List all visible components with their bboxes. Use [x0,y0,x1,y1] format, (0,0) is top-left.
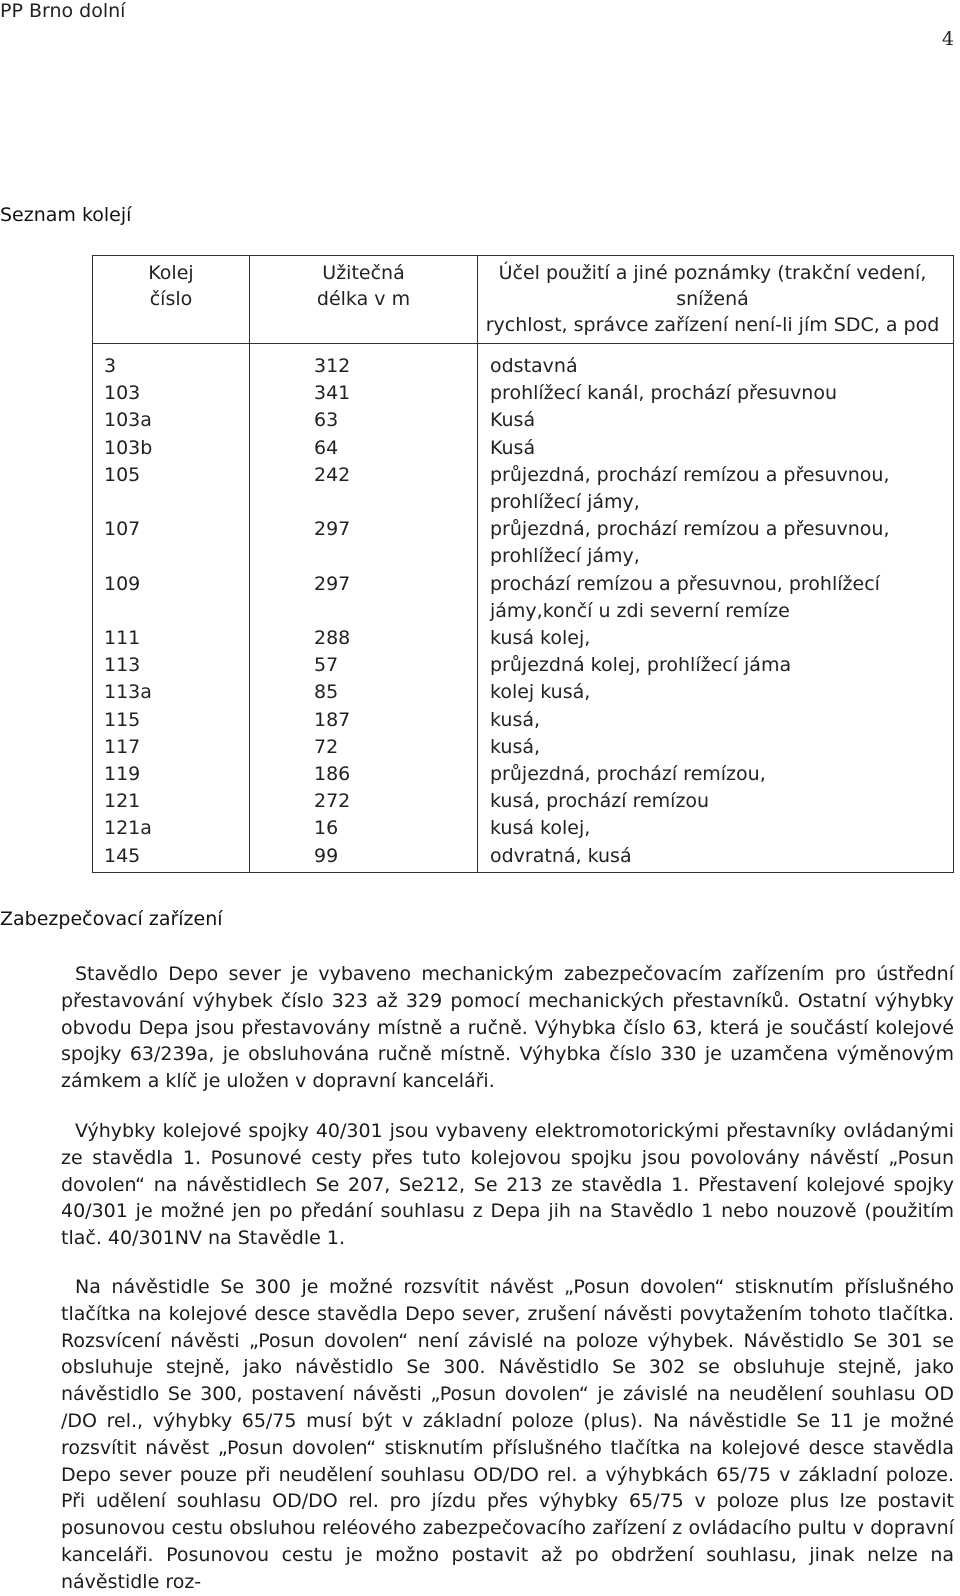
paragraph: Na návěstidle Se 300 je možné rozsvítit návěst „Posun dovolen“ stisknutím příslušného tlačítka na kolejové desce stavědla Depo sever, zrušení návěsti povytažením tohoto tlačítka. Rozsvícení návěsti „Posun dovolen“ není závislé na poloze výhybek. Návěstidlo Se 301 se obsluhuje stejně, jako návěstidlo Se 300. Návěstidlo Se 302 se obsluhuje stejně, jako návěstidlo Se 300, postavení návěsti „Posun dovolen“ je závislé na neudělení souhlasu OD /DO rel., výhybky 65/75 musí být v základní poloze (plus). Na návěstidle Se 11 je možné rozsvítit návěst „Posun dovolen“ stisknutím příslušného tlačítka na kolejové desce stavědla Depo sever pouze při neudělení souhlasu OD/DO rel. a výhybkách 65/75 v základní poloze. Při udělení souhlasu OD/DO rel. pro jízdu přes výhybky 65/75 v poloze plus lze postavit posunovou cestu obsluhou reléového zabezpečovacího zařízení z ovládacího pultu v dopravní kanceláři. Posunovou cestu je možno postavit až po obdržení souhlasu, jinak nelze na návěstidle roz- [61,1275,954,1593]
cell-usable-length: 272 [250,788,478,815]
table-row [93,652,954,679]
cell-purpose: prochází remízou a přesuvnou, prohlížecí jámy,končí u zdi severní remíze [478,571,954,625]
cell-usable-length: 64 [250,435,478,462]
cell-track-number: 121 [93,788,250,815]
cell-purpose: kusá, [478,734,954,761]
table-row [93,625,954,652]
cell-track-number: 103b [93,435,250,462]
cell-usable-length: 187 [250,707,478,734]
table-row [93,843,954,873]
cell-track-number: 119 [93,761,250,788]
cell-usable-length: 72 [250,734,478,761]
table-row [93,707,954,734]
cell-track-number: 145 [93,843,250,873]
cell-purpose: průjezdná, prochází remízou a přesuvnou, prohlížecí jámy, [478,462,954,516]
cell-track-number: 103a [93,407,250,434]
cell-track-number: 117 [93,734,250,761]
cell-usable-length: 85 [250,679,478,706]
page-number: 4 [941,28,954,50]
cell-usable-length: 242 [250,462,478,516]
cell-purpose: kolej kusá, [478,679,954,706]
cell-purpose: odvratná, kusá [478,843,954,873]
cell-purpose: kusá kolej, [478,625,954,652]
table-row [93,407,954,434]
table-row [93,761,954,788]
table-row [93,788,954,815]
cell-usable-length: 312 [250,344,478,381]
cell-track-number: 115 [93,707,250,734]
cell-purpose: průjezdná, prochází remízou, [478,761,954,788]
paragraph: Výhybky kolejové spojky 40/301 jsou vybaveny elektromotorickými přestavníky ovládanými ze stavědla 1. Posunové cesty přes tuto kolejovou spojku jsou povolovány návěstí „Posun dovolen“ na návěstidlech Se 207, Se212, Se 213 ze stavědla 1. Přestavení kolejové spojky 40/301 je možné jen po předání souhlasu z Depa jih na Stavědlo 1 nebo nouzově (použitím tlač. 40/301NV na Stavědle 1. [61,1119,954,1250]
cell-purpose: odstavná [478,344,954,381]
cell-track-number: 113a [93,679,250,706]
cell-purpose: kusá, [478,707,954,734]
column-header-track-number: Kolej číslo [93,256,250,344]
cell-usable-length: 288 [250,625,478,652]
cell-track-number: 113 [93,652,250,679]
cell-track-number: 107 [93,516,250,570]
cell-usable-length: 297 [250,571,478,625]
table-header-row [93,256,954,344]
column-header-purpose-notes: Účel použití a jiné poznámky (trakční vedení, snížená rychlost, správce zařízení není-li jím SDC, a pod [478,256,954,344]
signalling-text [61,961,954,1596]
table-row [93,462,954,516]
table-row [93,516,954,570]
paragraph: Stavědlo Depo sever je vybaveno mechanickým zabezpečovacím zařízením pro ústřední přestavování výhybek číslo 323 až 329 pomocí mechanických přestavníků. Ostatní výhybky obvodu Depa jsou přestavovány místně a ručně. Výhybka číslo 63, která je součástí kolejové spojky 63/239a, je obsluhována ručně místně. Výhybka číslo 330 je uzamčena výměnovým zámkem a klíč je uložen v dopravní kanceláři. [61,963,954,1093]
cell-track-number: 103 [93,380,250,407]
cell-track-number: 109 [93,571,250,625]
cell-usable-length: 99 [250,843,478,873]
cell-purpose: kusá, prochází remízou [478,788,954,815]
section-title-signalling: Zabezpečovací zařízení [0,908,223,930]
column-header-usable-length: Užitečná délka v m [250,256,478,344]
table-row [93,435,954,462]
table-row [93,571,954,625]
cell-track-number: 105 [93,462,250,516]
running-header: PP Brno dolní [0,0,126,22]
section-title-track-list: Seznam kolejí [0,204,132,226]
table-row [93,344,954,381]
cell-purpose: Kusá [478,407,954,434]
table-row [93,380,954,407]
cell-usable-length: 297 [250,516,478,570]
table-row [93,734,954,761]
cell-purpose: průjezdná, prochází remízou a přesuvnou, prohlížecí jámy, [478,516,954,570]
cell-usable-length: 57 [250,652,478,679]
cell-purpose: kusá kolej, [478,815,954,842]
cell-purpose: průjezdná kolej, prohlížecí jáma [478,652,954,679]
cell-track-number: 121a [93,815,250,842]
cell-usable-length: 63 [250,407,478,434]
cell-usable-length: 186 [250,761,478,788]
table-row [93,815,954,842]
table-row [93,679,954,706]
track-table [92,255,954,873]
cell-purpose: prohlížecí kanál, prochází přesuvnou [478,380,954,407]
table-body [93,344,954,873]
cell-usable-length: 341 [250,380,478,407]
cell-purpose: Kusá [478,435,954,462]
cell-track-number: 3 [93,344,250,381]
cell-track-number: 111 [93,625,250,652]
cell-usable-length: 16 [250,815,478,842]
